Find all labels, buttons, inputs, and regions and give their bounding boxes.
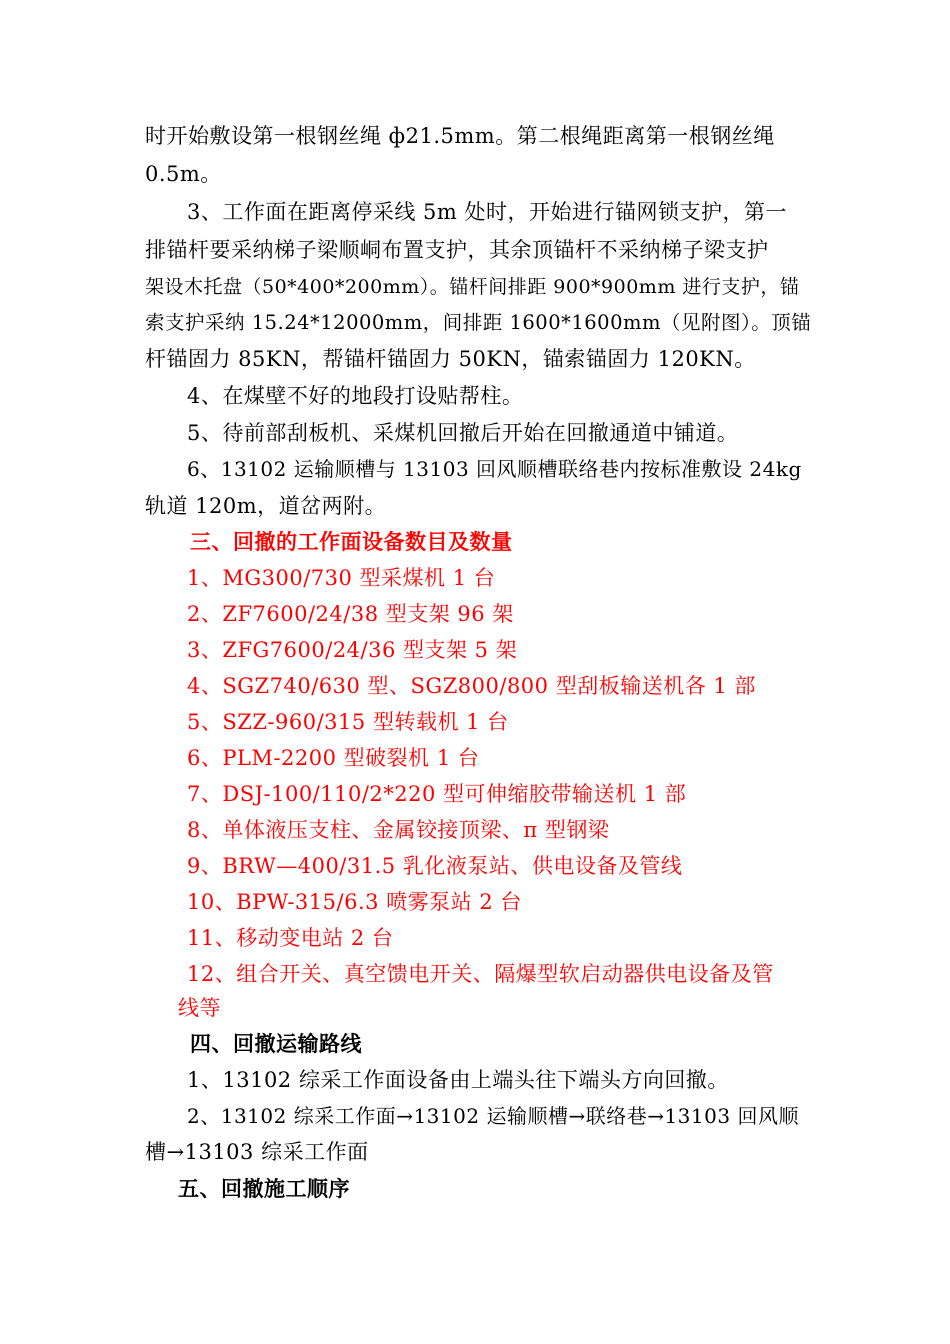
equipment-item: 9、BRW—400/31.5 乳化液泵站、供电设备及管线	[187, 854, 683, 878]
item-6-line: 轨道 120m，道岔两附。	[145, 494, 387, 518]
section-4-heading: 四、回撤运输路线	[190, 1031, 362, 1056]
equipment-item: 11、移动变电站 2 台	[187, 926, 394, 950]
item-3-line: 架设木托盘（50*400*200mm）。锚杆间排距 900*900mm 进行支护，锚	[145, 276, 800, 298]
equipment-item: 8、单体液压支柱、金属铰接顶梁、π 型钢梁	[187, 818, 610, 842]
item-3-line: 排锚杆要采纳梯子梁顺峒布置支护，其余顶锚杆不采纳梯子梁支护	[145, 238, 769, 262]
equipment-item: 6、PLM-2200 型破裂机 1 台	[187, 746, 480, 770]
equipment-item: 2、ZF7600/24/38 型支架 96 架	[187, 602, 514, 626]
route-item-2-line: 槽→13103 综采工作面	[145, 1140, 369, 1164]
equipment-item: 5、SZZ-960/315 型转载机 1 台	[187, 710, 509, 734]
item-3-line: 杆锚固力 85KN，帮锚杆锚固力 50KN，锚索锚固力 120KN。	[145, 347, 756, 371]
item-3-line: 3、工作面在距离停采线 5m 处时，开始进行锚网锁支护，第一	[187, 200, 787, 224]
paragraph-line: 0.5m。	[145, 162, 222, 186]
equipment-item: 7、DSJ-100/110/2*220 型可伸缩胶带输送机 1 部	[187, 782, 687, 806]
equipment-item: 3、ZFG7600/24/36 型支架 5 架	[187, 638, 518, 662]
equipment-item: 4、SGZ740/630 型、SGZ800/800 型刮板输送机各 1 部	[187, 674, 756, 698]
item-4: 4、在煤壁不好的地段打设贴帮柱。	[187, 384, 524, 408]
route-item-2-line: 2、13102 综采工作面→13102 运输顺槽→联络巷→13103 回风顺	[187, 1104, 799, 1128]
item-3-line: 索支护采纳 15.24*12000mm，间排距 1600*1600mm（见附图）。顶锚	[145, 311, 812, 334]
equipment-item: 12、组合开关、真空馈电开关、隔爆型软启动器供电设备及管	[187, 962, 774, 986]
paragraph-line: 时开始敷设第一根钢丝绳 ф21.5mm。第二根绳距离第一根钢丝绳	[145, 124, 775, 148]
section-3-heading: 三、回撤的工作面设备数目及数量	[190, 529, 513, 554]
route-item-1: 1、13102 综采工作面设备由上端头往下端头方向回撤。	[187, 1068, 729, 1092]
item-6-line: 6、13102 运输顺槽与 13103 回风顺槽联络巷内按标准敷设 24kg	[187, 457, 802, 481]
equipment-item: 1、MG300/730 型采煤机 1 台	[187, 566, 496, 590]
section-5-heading: 五、回撤施工顺序	[178, 1176, 350, 1201]
equipment-item-continuation: 线等	[178, 996, 221, 1020]
equipment-item: 10、BPW-315/6.3 喷雾泵站 2 台	[187, 890, 522, 914]
item-5: 5、待前部刮板机、采煤机回撤后开始在回撤通道中铺道。	[187, 421, 739, 445]
